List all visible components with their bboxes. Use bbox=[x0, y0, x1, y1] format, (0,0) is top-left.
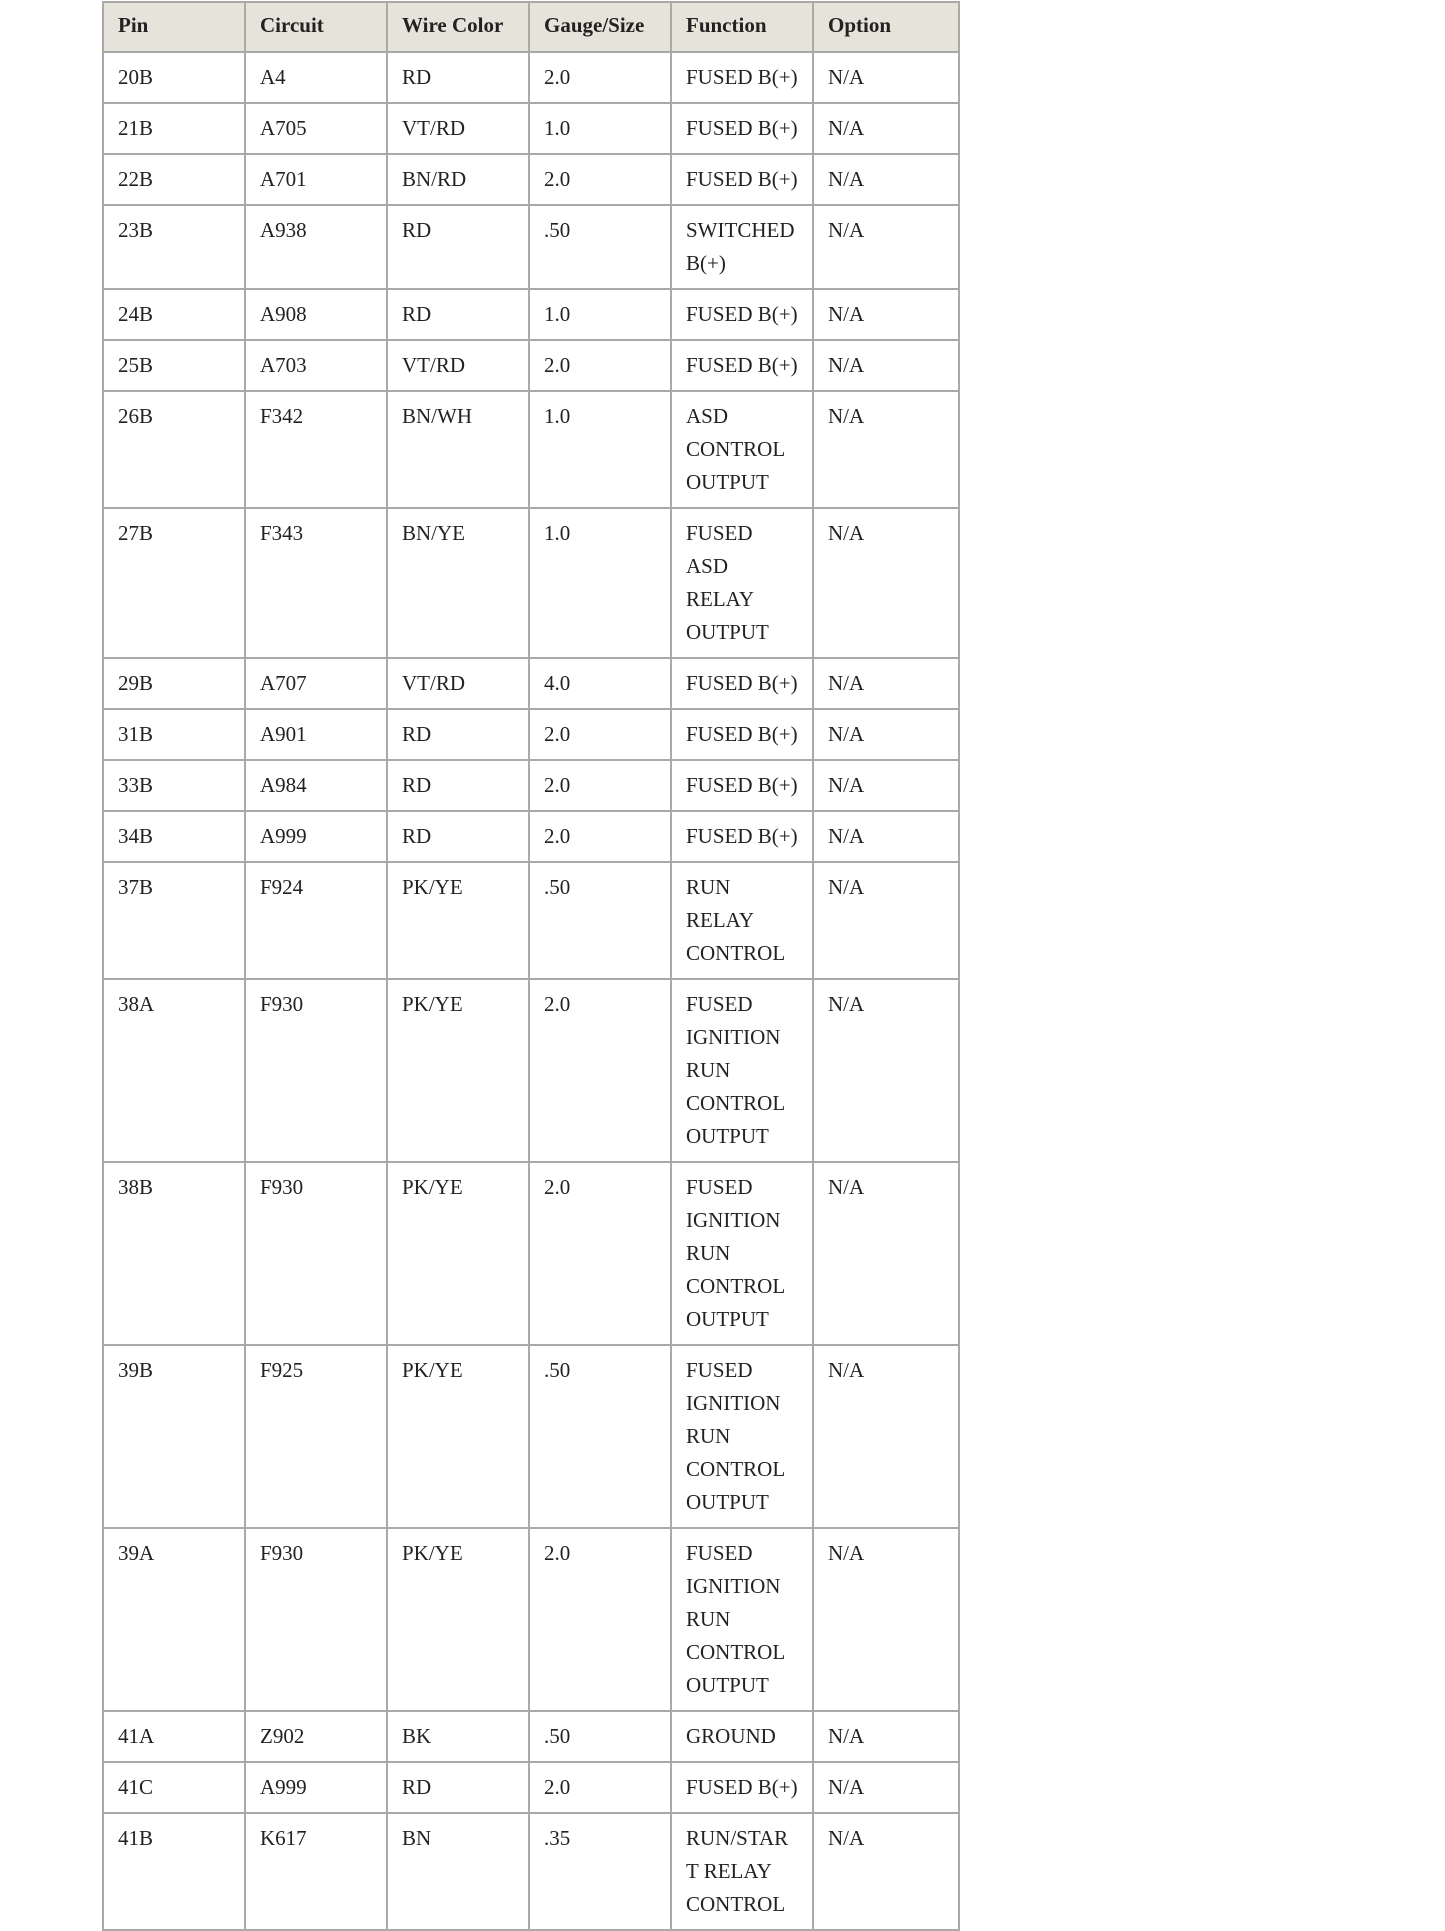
cell-gauge-size: 4.0 bbox=[529, 658, 671, 709]
cell-option: N/A bbox=[813, 1345, 959, 1528]
cell-function: FUSED B(+) bbox=[671, 760, 813, 811]
cell-option: N/A bbox=[813, 52, 959, 103]
cell-pin: 24B bbox=[103, 289, 245, 340]
cell-option: N/A bbox=[813, 289, 959, 340]
cell-function: FUSED B(+) bbox=[671, 658, 813, 709]
cell-pin: 39B bbox=[103, 1345, 245, 1528]
table-row bbox=[103, 1345, 959, 1528]
cell-wire-color: RD bbox=[387, 760, 529, 811]
cell-function: ASD CONTROL OUTPUT bbox=[671, 391, 813, 508]
cell-pin: 37B bbox=[103, 862, 245, 979]
table-header-row bbox=[103, 2, 959, 52]
table-row bbox=[103, 1711, 959, 1762]
cell-function: FUSED IGNITION RUN CONTROL OUTPUT bbox=[671, 979, 813, 1162]
cell-function: FUSED IGNITION RUN CONTROL OUTPUT bbox=[671, 1162, 813, 1345]
cell-pin: 20B bbox=[103, 52, 245, 103]
cell-option: N/A bbox=[813, 862, 959, 979]
table-row bbox=[103, 1162, 959, 1345]
header-function: Function bbox=[671, 2, 813, 52]
cell-wire-color: RD bbox=[387, 205, 529, 289]
table-row bbox=[103, 1528, 959, 1711]
cell-wire-color: BN/RD bbox=[387, 154, 529, 205]
table-row bbox=[103, 205, 959, 289]
cell-wire-color: PK/YE bbox=[387, 862, 529, 979]
cell-option: N/A bbox=[813, 1162, 959, 1345]
cell-circuit: F924 bbox=[245, 862, 387, 979]
cell-circuit: F925 bbox=[245, 1345, 387, 1528]
cell-option: N/A bbox=[813, 340, 959, 391]
cell-gauge-size: .35 bbox=[529, 1813, 671, 1930]
cell-option: N/A bbox=[813, 103, 959, 154]
table-row bbox=[103, 709, 959, 760]
cell-wire-color: BK bbox=[387, 1711, 529, 1762]
table-row bbox=[103, 103, 959, 154]
cell-pin: 34B bbox=[103, 811, 245, 862]
cell-wire-color: PK/YE bbox=[387, 1345, 529, 1528]
cell-gauge-size: .50 bbox=[529, 1711, 671, 1762]
cell-gauge-size: 2.0 bbox=[529, 1162, 671, 1345]
cell-wire-color: RD bbox=[387, 709, 529, 760]
cell-function: FUSED IGNITION RUN CONTROL OUTPUT bbox=[671, 1528, 813, 1711]
cell-option: N/A bbox=[813, 1711, 959, 1762]
cell-pin: 23B bbox=[103, 205, 245, 289]
cell-wire-color: PK/YE bbox=[387, 1528, 529, 1711]
cell-gauge-size: .50 bbox=[529, 1345, 671, 1528]
cell-function: FUSED B(+) bbox=[671, 103, 813, 154]
cell-option: N/A bbox=[813, 1528, 959, 1711]
cell-wire-color: BN/YE bbox=[387, 508, 529, 658]
table-row bbox=[103, 862, 959, 979]
cell-circuit: A984 bbox=[245, 760, 387, 811]
cell-option: N/A bbox=[813, 508, 959, 658]
cell-function: FUSED B(+) bbox=[671, 52, 813, 103]
table-body bbox=[103, 52, 959, 1930]
cell-wire-color: VT/RD bbox=[387, 658, 529, 709]
cell-option: N/A bbox=[813, 811, 959, 862]
cell-option: N/A bbox=[813, 1762, 959, 1813]
cell-circuit: A705 bbox=[245, 103, 387, 154]
cell-function: FUSED B(+) bbox=[671, 1762, 813, 1813]
table-row bbox=[103, 979, 959, 1162]
cell-pin: 21B bbox=[103, 103, 245, 154]
header-wire-color: Wire Color bbox=[387, 2, 529, 52]
cell-circuit: Z902 bbox=[245, 1711, 387, 1762]
header-circuit: Circuit bbox=[245, 2, 387, 52]
cell-function: FUSED B(+) bbox=[671, 289, 813, 340]
cell-circuit: A908 bbox=[245, 289, 387, 340]
table-row bbox=[103, 289, 959, 340]
cell-gauge-size: 1.0 bbox=[529, 391, 671, 508]
cell-pin: 39A bbox=[103, 1528, 245, 1711]
cell-wire-color: PK/YE bbox=[387, 1162, 529, 1345]
cell-function: FUSED ASD RELAY OUTPUT bbox=[671, 508, 813, 658]
cell-option: N/A bbox=[813, 709, 959, 760]
cell-option: N/A bbox=[813, 979, 959, 1162]
cell-function: RUN RELAY CONTROL bbox=[671, 862, 813, 979]
cell-gauge-size: 2.0 bbox=[529, 709, 671, 760]
cell-pin: 22B bbox=[103, 154, 245, 205]
cell-pin: 25B bbox=[103, 340, 245, 391]
cell-gauge-size: 1.0 bbox=[529, 508, 671, 658]
cell-circuit: F930 bbox=[245, 1162, 387, 1345]
cell-option: N/A bbox=[813, 205, 959, 289]
cell-circuit: A999 bbox=[245, 1762, 387, 1813]
cell-gauge-size: 2.0 bbox=[529, 340, 671, 391]
cell-function: GROUND bbox=[671, 1711, 813, 1762]
cell-gauge-size: .50 bbox=[529, 862, 671, 979]
cell-function: RUN/START RELAY CONTROL bbox=[671, 1813, 813, 1930]
cell-wire-color: PK/YE bbox=[387, 979, 529, 1162]
cell-pin: 41B bbox=[103, 1813, 245, 1930]
header-option: Option bbox=[813, 2, 959, 52]
cell-gauge-size: 2.0 bbox=[529, 154, 671, 205]
cell-circuit: F930 bbox=[245, 1528, 387, 1711]
cell-circuit: F342 bbox=[245, 391, 387, 508]
cell-option: N/A bbox=[813, 760, 959, 811]
cell-gauge-size: 1.0 bbox=[529, 103, 671, 154]
cell-wire-color: RD bbox=[387, 1762, 529, 1813]
table-row bbox=[103, 340, 959, 391]
cell-circuit: K617 bbox=[245, 1813, 387, 1930]
cell-wire-color: RD bbox=[387, 811, 529, 862]
cell-gauge-size: 2.0 bbox=[529, 811, 671, 862]
cell-function: FUSED IGNITION RUN CONTROL OUTPUT bbox=[671, 1345, 813, 1528]
cell-circuit: A703 bbox=[245, 340, 387, 391]
table-row bbox=[103, 811, 959, 862]
connector-pin-table bbox=[102, 1, 960, 1931]
cell-gauge-size: 2.0 bbox=[529, 760, 671, 811]
table-row bbox=[103, 508, 959, 658]
cell-option: N/A bbox=[813, 658, 959, 709]
cell-circuit: A701 bbox=[245, 154, 387, 205]
cell-circuit: F343 bbox=[245, 508, 387, 658]
table-row bbox=[103, 1813, 959, 1930]
cell-option: N/A bbox=[813, 154, 959, 205]
cell-circuit: A4 bbox=[245, 52, 387, 103]
cell-wire-color: RD bbox=[387, 52, 529, 103]
cell-function: FUSED B(+) bbox=[671, 811, 813, 862]
cell-pin: 33B bbox=[103, 760, 245, 811]
cell-pin: 41A bbox=[103, 1711, 245, 1762]
cell-function: FUSED B(+) bbox=[671, 340, 813, 391]
cell-circuit: A901 bbox=[245, 709, 387, 760]
header-pin: Pin bbox=[103, 2, 245, 52]
cell-wire-color: VT/RD bbox=[387, 103, 529, 154]
cell-pin: 27B bbox=[103, 508, 245, 658]
cell-pin: 41C bbox=[103, 1762, 245, 1813]
cell-option: N/A bbox=[813, 1813, 959, 1930]
cell-wire-color: BN bbox=[387, 1813, 529, 1930]
table-row bbox=[103, 760, 959, 811]
table-row bbox=[103, 391, 959, 508]
cell-pin: 31B bbox=[103, 709, 245, 760]
cell-circuit: A938 bbox=[245, 205, 387, 289]
table-row bbox=[103, 1762, 959, 1813]
cell-pin: 38A bbox=[103, 979, 245, 1162]
table-row bbox=[103, 52, 959, 103]
cell-circuit: F930 bbox=[245, 979, 387, 1162]
cell-pin: 29B bbox=[103, 658, 245, 709]
cell-gauge-size: 2.0 bbox=[529, 1762, 671, 1813]
cell-gauge-size: 2.0 bbox=[529, 1528, 671, 1711]
cell-wire-color: RD bbox=[387, 289, 529, 340]
cell-gauge-size: .50 bbox=[529, 205, 671, 289]
cell-function: FUSED B(+) bbox=[671, 709, 813, 760]
cell-option: N/A bbox=[813, 391, 959, 508]
table-row bbox=[103, 154, 959, 205]
table-row bbox=[103, 658, 959, 709]
cell-circuit: A707 bbox=[245, 658, 387, 709]
cell-function: SWITCHED B(+) bbox=[671, 205, 813, 289]
cell-gauge-size: 2.0 bbox=[529, 52, 671, 103]
cell-pin: 38B bbox=[103, 1162, 245, 1345]
header-gauge-size: Gauge/Size bbox=[529, 2, 671, 52]
cell-gauge-size: 1.0 bbox=[529, 289, 671, 340]
cell-circuit: A999 bbox=[245, 811, 387, 862]
cell-gauge-size: 2.0 bbox=[529, 979, 671, 1162]
cell-function: FUSED B(+) bbox=[671, 154, 813, 205]
cell-wire-color: VT/RD bbox=[387, 340, 529, 391]
cell-wire-color: BN/WH bbox=[387, 391, 529, 508]
cell-pin: 26B bbox=[103, 391, 245, 508]
